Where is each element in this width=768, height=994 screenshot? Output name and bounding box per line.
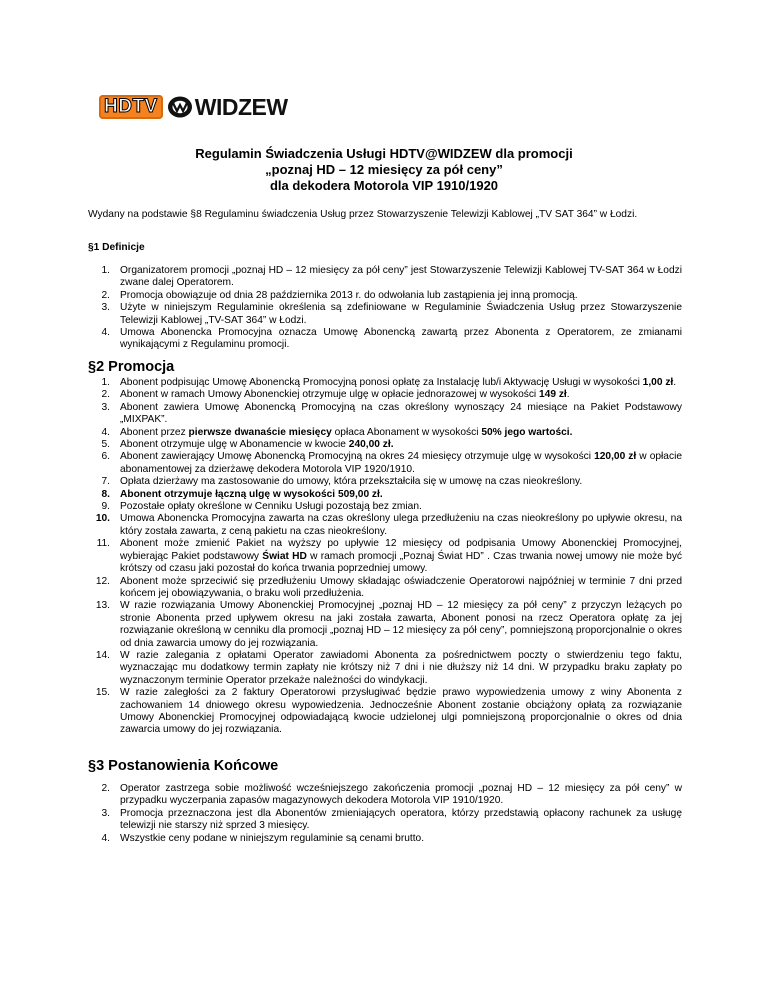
item-text: W razie rozwiązania Umowy Abonenckiej Promocyjnej „poznaj HD – 12 miesięcy za pół ceny” z przyczyn leżących po stronie Abonenta przed upływem okresu na jaki została zawarta, Abonent ponosi na rzecz Operatora opłatę za jej rozwiązanie określoną w cenniku dla promocji „poznaj HD – 12 miesięcy za pół ceny”, pomniejszoną proporcjonalnie o okres od dnia zawarcia umowy do jej rozwiązania. [120,600,682,649]
hdtv-badge-text: HDTV [104,96,158,117]
document-title [0,146,768,194]
item-number: 1. [101,377,110,388]
definition-item [88,327,682,352]
widzew-brand-text: WIDZEW [194,93,288,120]
item-number: 9. [101,501,110,513]
widzew-emblem-icon [167,95,193,119]
item-text: Użyte w niniejszym Regulaminie określenia są zdefiniowane w Regulaminie Świadczenia Usług przez Stowarzyszenie Telewizji Kablowej „TV-SAT 364” w Łodzi. [120,302,682,326]
promotion-item [88,476,682,488]
item-text-bold: 1,00 zł [642,377,674,388]
final-provisions-list [88,783,682,845]
item-text-bold: Abonent otrzymuje łączną ulgę w wysokości 509,00 zł. [120,488,383,500]
item-text: opłaca Abonament w wysokości [331,426,482,438]
item-text: Umowa Abonencka Promocyjna oznacza Umowę Abonencką zawartą przez Abonenta z Operatorem, ze zmianami wynikającymi z Regulaminu promocji. [120,327,682,351]
item-number: 1. [101,265,110,276]
item-number: 3. [101,401,110,413]
definition-item [88,265,682,290]
item-text: Promocja obowiązuje od dnia 28 października 2013 r. do odwołania lub zastąpienia jej inną promocją. [120,289,578,301]
item-text: Operator zastrzega sobie możliwość wcześniejszego zakończenia promocji „poznaj HD – 12 miesięcy za pół ceny” w przypadku wyczerpania zapasów magazynowych dekodera Motorola VIP 1910/1920. [120,783,682,807]
item-text: Wszystkie ceny podane w niniejszym regulaminie są cenami brutto. [120,832,425,844]
section-2-heading: §2 Promocja [88,359,175,375]
title-line-3: dla dekodera Motorola VIP 1910/1920 [269,178,499,193]
section-1-heading: §1 Definicje [88,242,145,253]
promotion-item [88,687,682,737]
item-text-bold: pierwsze dwanaście miesięcy [188,426,332,438]
promotion-item [88,501,682,513]
item-number: 8. [101,488,110,500]
item-number: 3. [101,807,110,819]
item-text: Abonent w ramach Umowy Abonenckiej otrzymuje ulgę w opłacie jednorazowej w wysokości [120,389,540,401]
title-line-1: Regulamin Świadczenia Usługi HDTV@WIDZEW dla promocji [195,146,573,161]
promotion-item [88,538,682,575]
intro-paragraph: Wydany na podstawie §8 Regulaminu świadczenia Usług przez Stowarzyszenie Telewizji Kablowej „TV SAT 364” w Łodzi. [88,209,638,220]
item-text: Abonent zawierający Umowę Abonencką Promocyjną na okres 24 miesięcy otrzymuje ulgę w wysokości [120,451,595,463]
promotion-item [88,451,682,476]
promotion-item [88,600,682,650]
item-text: Pozostałe opłaty określone w Cenniku Usługi pozostają bez zmian. [120,501,422,513]
item-text: . [566,389,570,401]
promotion-item [88,427,682,439]
item-text: Abonent może zmienić Pakiet na wyższy po upływie 12 miesięcy od podpisania Umowy Abonenckiej Promocyjnej, wybierając Pakiet podstawowy [120,538,682,562]
provision-item [88,833,682,845]
item-text: Organizatorem promocji „poznaj HD – 12 miesięcy za pół ceny” jest Stowarzyszenie Telewizji Kablowej TV-SAT 364 w Łodzi zwane dalej Operatorem. [120,265,682,289]
item-number: 2. [101,289,110,301]
item-text: Abonent przez [120,426,189,438]
provision-item [88,783,682,808]
item-text: . [673,377,677,388]
item-number: 13. [95,600,110,612]
item-text: Promocja przeznaczona jest dla Abonentów zmieniających operatora, którzy przedstawią opłacony rachunek za usługę telewizji nie starszy niż sprzed 3 miesięcy. [120,807,682,832]
promotion-item [88,377,682,389]
item-text-bold: 149 zł [539,389,567,401]
definition-item [88,302,682,327]
item-text: w ramach promocji „Poznaj Świat HD” . Czas trwania nowej umowy nie może być krótszy od czasu jaki pozostał do końca trwania poprzedniej umowy. [120,550,683,575]
item-number: 4. [101,426,110,438]
definition-item [88,290,682,302]
item-number: 4. [101,327,110,339]
item-number: 7. [101,476,110,488]
promotion-item [88,576,682,601]
item-number: 5. [101,439,110,451]
promotion-item [88,489,682,501]
item-text-bold: 50% jego wartości. [481,426,573,438]
item-number: 12. [95,575,110,587]
item-number: 14. [95,649,110,661]
definitions-list [88,265,682,352]
promotion-item [88,650,682,687]
hdtv-widzew-logo [99,92,288,122]
item-text: w opłacie abonamentowej za dzierżawę dekodera Motorola VIP 1920/1910. [120,451,682,475]
promotion-list [88,377,682,737]
item-number: 2. [101,783,110,794]
item-number: 11. [96,538,110,550]
hdtv-badge [99,95,163,119]
item-text-bold: Świat HD [262,550,307,562]
promotion-item [88,402,682,427]
section-3-heading: §3 Postanowienia Końcowe [88,758,279,774]
item-text: Umowa Abonencka Promocyjna zawarta na czas określony ulega przedłużeniu na czas nieokreślony po upływie okresu, na który została zawarta, z ceną pakietu na czas nieokreślony. [120,513,682,537]
item-number: 2. [101,389,110,401]
item-text: Opłata dzierżawy ma zastosowanie do umowy, która przekształciła się w umowę na czas nieokreślony. [120,476,583,488]
item-number: 3. [101,302,110,314]
title-line-2: „poznaj HD – 12 miesięcy za pół ceny” [265,162,503,177]
item-text-bold: 120,00 zł [594,451,637,463]
promotion-item [88,439,682,451]
promotion-item [88,389,682,401]
item-text: Abonent otrzymuje ulgę w Abonamencie w kwocie [120,439,349,451]
item-number: 4. [101,832,110,844]
item-text: W razie zaległości za 2 faktury Operatorowi przysługiwać będzie prawo wypowiedzenia umowy z winy Abonenta z zachowaniem 14 dniowego okresu wypowiedzenia. Jednocześnie Abonent zostanie obciążony opłatą za rozwiązanie Umowy Abonenckiej Promocyjnej odpowiadającą kwocie udzielonej ulgi pomniejszoną proporcjonalnie o okres od dnia zawarcia umowy do jej rozwiązania. [120,687,682,736]
item-number: 6. [101,451,110,463]
promotion-item [88,513,682,538]
item-text: Abonent podpisując Umowę Abonencką Promocyjną ponosi opłatę za Instalację lub/i Aktywację Usługi w wysokości [120,377,643,388]
item-text: W razie zalegania z opłatami Operator zawiadomi Abonenta za pośrednictwem poczty o stwierdzeniu tego faktu, wyznaczając mu dodatkowy termin zapłaty nie krótszy niż 7 dni i nie dłuższy niż 14 dni. W przypadku braku zapłaty po wyznaczonym terminie Operator przekaże należności do windykacji. [120,649,682,686]
item-text: Abonent może sprzeciwić się przedłużeniu Umowy składając oświadczenie Operatorowi najpóźniej w terminie 7 dni przed końcem jej obowiązywania, o braku woli przedłużenia. [120,575,682,599]
item-text: Abonent zawiera Umowę Abonencką Promocyjną na czas określony wynoszący 24 miesiące na Pakiet Podstawowy „MIXPAK”. [120,401,682,426]
item-text-bold: 240,00 zł. [348,439,394,451]
provision-item [88,808,682,833]
item-number: 15. [95,687,110,699]
item-number: 10. [95,513,110,525]
